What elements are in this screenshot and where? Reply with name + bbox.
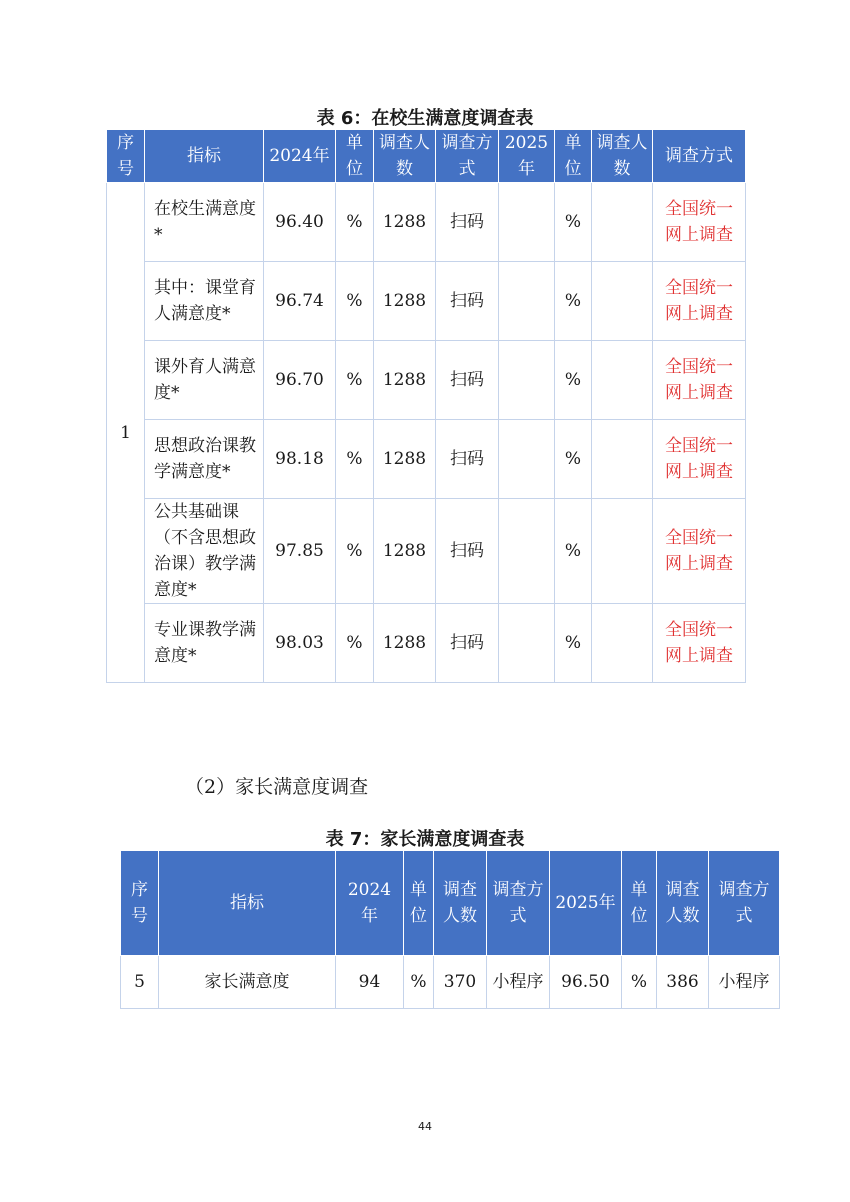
method2-cell: 全国统一网上调查 [653, 604, 746, 683]
table-row [107, 341, 746, 420]
table-row [107, 262, 746, 341]
unit-cell: % [404, 956, 434, 1009]
unit2-cell: % [555, 262, 592, 341]
people-cell: 1288 [374, 604, 436, 683]
people2-cell [592, 183, 653, 262]
value-2024-cell: 98.18 [264, 420, 336, 499]
value-2024-cell: 98.03 [264, 604, 336, 683]
table7-header-cell: 序号 [121, 851, 159, 956]
people-cell: 1288 [374, 341, 436, 420]
value-2025-cell [499, 420, 555, 499]
table6-caption: 表 6：在校生满意度调查表 [316, 108, 534, 129]
indicator-cell: 家长满意度 [159, 956, 336, 1009]
table7-header-cell: 2025年 [550, 851, 622, 956]
method-cell: 扫码 [436, 420, 499, 499]
people-cell: 1288 [374, 183, 436, 262]
seq-cell: 5 [121, 956, 159, 1009]
table-row [107, 420, 746, 499]
method2-cell: 全国统一网上调查 [653, 262, 746, 341]
people-cell: 1288 [374, 499, 436, 604]
method2-cell: 全国统一网上调查 [653, 341, 746, 420]
method-cell: 小程序 [487, 956, 550, 1009]
method2-cell: 全国统一网上调查 [653, 499, 746, 604]
table7-caption: 表 7：家长满意度调查表 [325, 829, 525, 850]
people-cell: 1288 [374, 420, 436, 499]
indicator-cell: 其中：课堂育人满意度* [145, 262, 264, 341]
table6-header-cell: 调查方式 [436, 130, 499, 183]
unit2-cell: % [622, 956, 657, 1009]
unit-cell: % [336, 183, 374, 262]
table6-header-cell: 序号 [107, 130, 145, 183]
table6-header-cell: 2024年 [264, 130, 336, 183]
table-row [121, 956, 780, 1009]
people2-cell [592, 499, 653, 604]
table7 [120, 850, 780, 1009]
people-cell: 370 [434, 956, 487, 1009]
table6-header-cell: 调查人数 [374, 130, 436, 183]
table6 [106, 129, 746, 683]
unit-cell: % [336, 341, 374, 420]
unit-cell: % [336, 262, 374, 341]
method-cell: 扫码 [436, 262, 499, 341]
unit2-cell: % [555, 420, 592, 499]
table7-header-cell: 2024年 [336, 851, 404, 956]
table7-header-cell: 指标 [159, 851, 336, 956]
method-cell: 扫码 [436, 183, 499, 262]
people2-cell [592, 420, 653, 499]
table7-header-cell: 调查人数 [657, 851, 709, 956]
table-row [107, 183, 746, 262]
method2-cell: 全国统一网上调查 [653, 183, 746, 262]
table6-header-cell: 调查方式 [653, 130, 746, 183]
indicator-cell: 公共基础课（不含思想政治课）教学满意度* [145, 499, 264, 604]
unit2-cell: % [555, 183, 592, 262]
people2-cell [592, 262, 653, 341]
value-2025-cell: 96.50 [550, 956, 622, 1009]
table6-header-cell: 单位 [555, 130, 592, 183]
people-cell: 1288 [374, 262, 436, 341]
unit-cell: % [336, 604, 374, 683]
value-2025-cell [499, 341, 555, 420]
people2-cell [592, 341, 653, 420]
method-cell: 扫码 [436, 604, 499, 683]
value-2025-cell [499, 183, 555, 262]
table-row [107, 499, 746, 604]
people2-cell [592, 604, 653, 683]
indicator-cell: 课外育人满意度* [145, 341, 264, 420]
table6-header-cell: 指标 [145, 130, 264, 183]
seq-cell: 1 [107, 183, 145, 683]
unit2-cell: % [555, 499, 592, 604]
table6-header-cell: 调查人数 [592, 130, 653, 183]
table7-header-cell: 单位 [404, 851, 434, 956]
table7-header-row [121, 851, 780, 956]
table6-header-cell: 单位 [336, 130, 374, 183]
indicator-cell: 思想政治课教学满意度* [145, 420, 264, 499]
indicator-cell: 专业课教学满意度* [145, 604, 264, 683]
value-2025-cell [499, 499, 555, 604]
method2-cell: 小程序 [709, 956, 780, 1009]
page-number: 44 [418, 1120, 432, 1133]
value-2025-cell [499, 604, 555, 683]
value-2024-cell: 94 [336, 956, 404, 1009]
table7-header-cell: 调查方式 [487, 851, 550, 956]
table6-header-cell: 2025年 [499, 130, 555, 183]
value-2024-cell: 97.85 [264, 499, 336, 604]
unit-cell: % [336, 420, 374, 499]
value-2024-cell: 96.40 [264, 183, 336, 262]
table6-header-row [107, 130, 746, 183]
method-cell: 扫码 [436, 499, 499, 604]
table7-header-cell: 调查人数 [434, 851, 487, 956]
method2-cell: 全国统一网上调查 [653, 420, 746, 499]
unit2-cell: % [555, 341, 592, 420]
value-2024-cell: 96.74 [264, 262, 336, 341]
people2-cell: 386 [657, 956, 709, 1009]
value-2025-cell [499, 262, 555, 341]
unit2-cell: % [555, 604, 592, 683]
indicator-cell: 在校生满意度* [145, 183, 264, 262]
table-row [107, 604, 746, 683]
table7-header-cell: 调查方式 [709, 851, 780, 956]
unit-cell: % [336, 499, 374, 604]
table7-header-cell: 单位 [622, 851, 657, 956]
method-cell: 扫码 [436, 341, 499, 420]
section-heading: （2）家长满意度调查 [185, 776, 369, 798]
value-2024-cell: 96.70 [264, 341, 336, 420]
